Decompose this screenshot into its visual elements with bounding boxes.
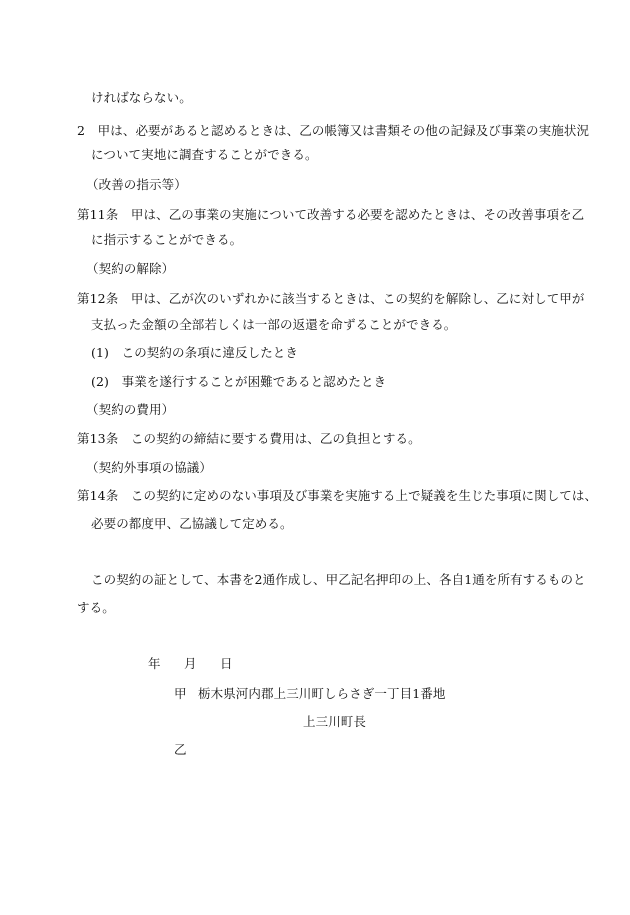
date-day-label: 日 [220, 656, 233, 671]
article-12-item-2: (2) 事業を遂行することが困難であると認めたとき [91, 374, 387, 389]
heading-expenses: （契約の費用） [86, 402, 175, 417]
date-month-label: 月 [184, 656, 197, 671]
article-12: 第12条 甲は、乙が次のいずれかに該当するときは、この契約を解除し、乙に対して甲が [77, 291, 585, 306]
date-year-label: 年 [148, 656, 161, 671]
closing-statement-continuation: する。 [77, 600, 115, 615]
clause-2: 2 甲は、必要があると認めるときは、乙の帳簿又は書類その他の記録及び事業の実施状況 [77, 123, 590, 138]
party-a-title: 上三川町長 [303, 714, 367, 729]
heading-improvement: （改善の指示等） [86, 177, 187, 192]
article-11: 第11条 甲は、乙の事業の実施について改善する必要を認めたときは、その改善事項を乙 [77, 207, 585, 222]
article-11-continuation: に指示することができる。 [91, 232, 243, 247]
text-line-continuation: ければならない。 [91, 90, 192, 105]
closing-statement: この契約の証として、本書を2通作成し、甲乙記名押印の上、各自1通を所有するものと [91, 572, 586, 587]
party-b-label: 乙 [174, 742, 187, 757]
article-14: 第14条 この契約に定めのない事項及び事業を実施する上で疑義を生じた事項に関しては、 [77, 488, 598, 503]
article-14-continuation: 必要の都度甲、乙協議して定める。 [91, 516, 293, 531]
heading-cancellation: （契約の解除） [86, 261, 175, 276]
article-13: 第13条 この契約の締結に要する費用は、乙の負担とする。 [77, 431, 421, 446]
clause-2-continuation: について実地に調査することができる。 [91, 147, 318, 162]
party-a-address: 栃木県河内郡上三川町しらさぎ一丁目1番地 [198, 686, 446, 701]
party-a-label: 甲 [174, 686, 187, 701]
article-12-continuation: 支払った金額の全部若しくは一部の返還を命ずることができる。 [91, 317, 457, 332]
heading-consultation: （契約外事項の協議） [86, 460, 213, 475]
article-12-item-1: (1) この契約の条項に違反したとき [91, 345, 299, 360]
